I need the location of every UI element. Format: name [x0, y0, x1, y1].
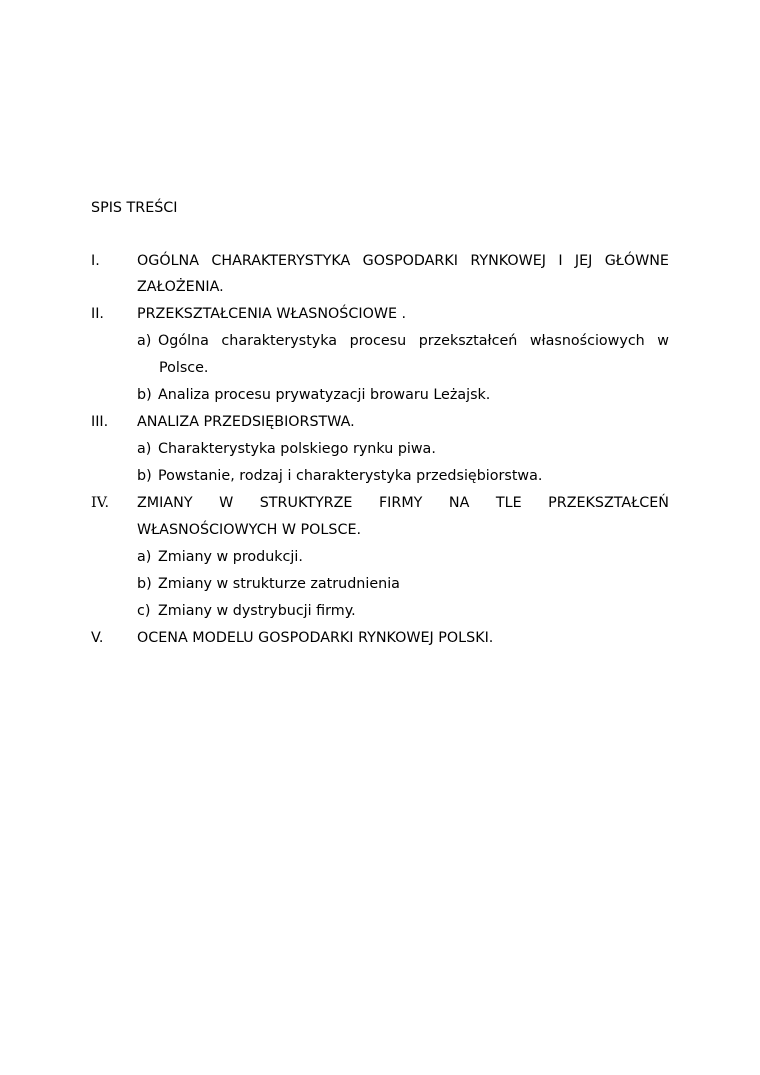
subsection-item: [137, 547, 303, 567]
section-number: II.: [91, 306, 104, 322]
subsection-text: Zmiany w dystrybucji firmy.: [158, 603, 356, 619]
word: procesu: [349, 333, 407, 349]
word: CHARAKTERYSTYKA: [211, 253, 351, 269]
subsection-item: [137, 466, 542, 486]
subsection-text: Powstanie, rodzaj i charakterystyka przedsiębiorstwa.: [158, 468, 543, 484]
subsection-item: [137, 574, 400, 594]
subsection-letter: a): [137, 549, 152, 565]
subsection-continuation: Polsce.: [159, 360, 209, 376]
section-heading-line: [137, 251, 669, 271]
section-number: I.: [91, 253, 100, 269]
word: ZMIANY: [137, 495, 193, 511]
toc-title: SPIS TREŚCI: [91, 200, 178, 216]
subsection-letter: b): [137, 576, 152, 592]
subsection-text: Analiza procesu prywatyzacji browaru Leżajsk.: [158, 387, 491, 403]
section-number: III.: [91, 414, 109, 430]
word: STRUKTYRZE: [259, 495, 353, 511]
word: RYNKOWEJ: [470, 253, 546, 269]
word: przekształceń: [418, 333, 518, 349]
word: OGÓLNA: [137, 253, 200, 269]
section-heading-line: [137, 493, 669, 513]
word: charakterystyka: [221, 333, 338, 349]
word: Ogólna: [158, 333, 209, 349]
subsection-item: [137, 331, 669, 351]
subsection-letter: c): [137, 603, 151, 619]
word: TLE: [495, 495, 522, 511]
subsection-text: Zmiany w strukturze zatrudnienia: [158, 576, 400, 592]
word: W: [219, 495, 234, 511]
word: GŁÓWNE: [604, 253, 669, 269]
word: JEJ: [574, 253, 593, 269]
section-number: IV.: [91, 495, 110, 511]
subsection-text: [158, 331, 669, 351]
section-heading: OCENA MODELU GOSPODARKI RYNKOWEJ POLSKI.: [137, 630, 494, 646]
section-number: V.: [91, 630, 104, 646]
word: w: [657, 333, 669, 349]
subsection-item: [137, 601, 356, 621]
section-heading: ANALIZA PRZEDSIĘBIORSTWA.: [137, 414, 355, 430]
subsection-text: Charakterystyka polskiego rynku piwa.: [158, 441, 436, 457]
word: NA: [448, 495, 470, 511]
subsection-text: Zmiany w produkcji.: [158, 549, 303, 565]
word: GOSPODARKI: [362, 253, 458, 269]
subsection-letter: a): [137, 333, 152, 349]
word: własnościowych: [529, 333, 645, 349]
word: PRZEKSZTAŁCEŃ: [548, 495, 669, 511]
subsection-letter: b): [137, 387, 152, 403]
section-heading-continuation: ZAŁOŻENIA.: [137, 279, 224, 295]
subsection-item: [137, 385, 490, 405]
section-heading: PRZEKSZTAŁCENIA WŁASNOŚCIOWE .: [137, 306, 407, 322]
word: FIRMY: [378, 495, 423, 511]
subsection-letter: b): [137, 468, 152, 484]
subsection-item: [137, 439, 436, 459]
word: I: [558, 253, 563, 269]
subsection-letter: a): [137, 441, 152, 457]
section-heading-continuation: WŁASNOŚCIOWYCH W POLSCE.: [137, 522, 362, 538]
